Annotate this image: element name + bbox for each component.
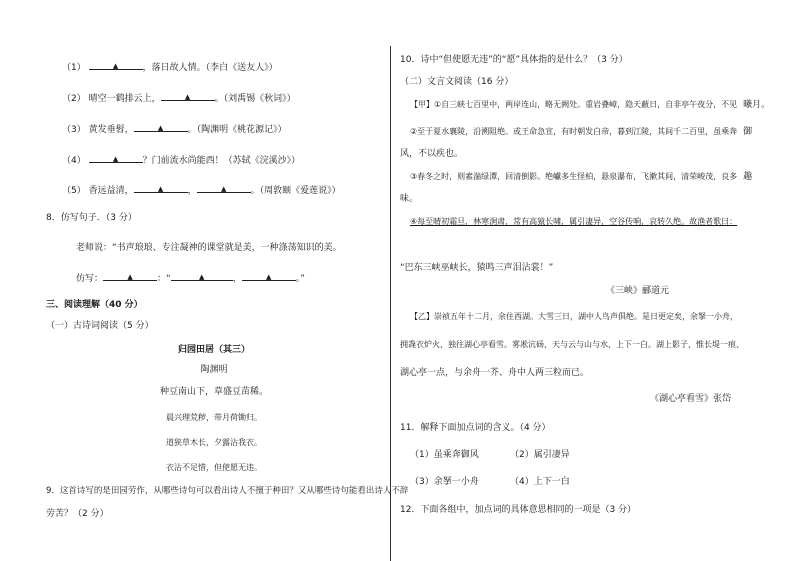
q9-line-1: 9．这首诗写的是田园劳作，从哪些诗句可以看出诗人不擅于种田？又从哪些诗句能看出诗人不辞 — [46, 486, 409, 496]
passage-jia-p4: ④每至晴初霜旦，林寒涧肃，常有高猿长啸，属引凄异，空谷传响，哀转久绝。故渔者歌曰： — [410, 217, 738, 226]
sub1-title: （一）古诗词阅读（5 分） — [46, 321, 154, 331]
q8-title: 8．仿写句子．（3 分） — [46, 213, 137, 223]
passage-yi-p3: 湖心亭一点，与余舟一芥、舟中人两三粒而已。 — [400, 368, 590, 378]
passage-yi-source: 《湖心亭看雪》张岱 — [650, 394, 732, 404]
poem-title: 归园田居（其三） — [177, 345, 250, 355]
poem-line: 晨兴理荒秽，带月荷锄归。 — [166, 413, 262, 422]
passage-jia-p3-cont: 味。 — [400, 194, 419, 204]
q8-example: 老师说：“书声琅琅、专注凝神的课堂就是美，一种涤荡知识的美。 — [76, 243, 342, 253]
answer-blank[interactable] — [242, 271, 296, 281]
section3-title: 三、阅读理解（40 分） — [46, 300, 143, 310]
passage-jia-source: 《三峡》郦道元 — [606, 286, 670, 296]
passage-jia-p1: 【甲】①自三峡七百里中，两岸连山，略无阙处。重岩叠嶂，隐天蔽日，自非亭午夜分，不见 曦月。 — [410, 100, 771, 110]
q10: 10．诗中“但使愿无违”的“愿”具体指的是什么？（3 分） — [400, 55, 628, 65]
answer-blank[interactable] — [161, 91, 215, 101]
answer-blank[interactable] — [134, 122, 188, 132]
q11-item-2: （2）属引凄异 — [510, 450, 570, 460]
q8-imitate: 仿写：▲ ：“▲ ，▲ 。” — [76, 271, 305, 285]
q11-item-4: （4）上下一白 — [510, 477, 570, 487]
q11-item-1: （1）虽乘奔御风 — [410, 450, 479, 460]
poem-author: 陶渊明 — [200, 365, 228, 375]
answer-blank[interactable] — [89, 153, 143, 163]
q9-line-2: 劳苦？（2 分） — [46, 509, 109, 519]
q11-item-3: （3）余拏一小舟 — [410, 477, 479, 487]
passage-jia-quote: “巴东三峡巫峡长，猿鸣三声泪沾裳！” — [400, 263, 554, 273]
q12-title: 12．下面各组中，加点词的具体意思相同的一项是（3 分） — [400, 505, 637, 515]
passage-yi-p2: 拥毳衣炉火，独往湖心亭看雪。雾凇沆砀，天与云与山与水，上下一白。湖上影子，惟长堤一痕、 — [400, 340, 744, 349]
column-divider — [390, 46, 391, 561]
q7-line-4: （4） ▲ ？门前流水尚能西！（苏轼《浣溪沙》） — [62, 153, 300, 167]
q11-title: 11．解释下面加点词的含义。（4 分） — [400, 423, 551, 433]
passage-yi-p1: 【乙】崇祯五年十二月，余住西湖。大雪三日，湖中人鸟声俱绝。是日更定矣，余拏一小舟， — [410, 312, 738, 321]
answer-blank[interactable] — [103, 271, 157, 281]
q7-line-5: （5） 香远益清，▲ ，▲ 。（周敦颐《爱莲说》） — [62, 183, 341, 197]
passage-jia-p2-cont: 风，不以疾也。 — [400, 149, 464, 159]
q7-line-3: （3） 黄发垂髫，▲ 。（陶渊明《桃花源记》） — [62, 122, 287, 136]
q7-line-2: （2） 晴空一鹤排云上，▲ 。（刘禹锡《秋词》） — [62, 91, 296, 105]
q7-line-1: （1） ▲ ，落日故人情。（李白《送友人》） — [62, 60, 278, 74]
passage-jia-p3: ③春冬之时，则素湍绿潭，回清倒影。绝巘多生怪柏，悬泉瀑布，飞漱其间，清荣峻茂，良多 趣 — [410, 172, 753, 182]
passage-jia-p2: ②至于夏水襄陵，沿溯阻绝。或王命急宣，有时朝发白帝，暮到江陵，其间千二百里，虽乘奔 御 — [410, 127, 753, 137]
answer-blank[interactable] — [89, 60, 143, 70]
answer-blank[interactable] — [171, 271, 233, 281]
sub2-title: （二）文言文阅读（16 分） — [400, 77, 514, 87]
poem-line: 衣沾不足惜，但使愿无违。 — [166, 463, 262, 472]
poem-line: 种豆南山下，草盛豆苗稀。 — [159, 387, 268, 397]
answer-blank[interactable] — [197, 183, 251, 193]
poem-line: 道狭草木长，夕露沾我衣。 — [166, 438, 262, 447]
answer-blank[interactable] — [134, 183, 188, 193]
